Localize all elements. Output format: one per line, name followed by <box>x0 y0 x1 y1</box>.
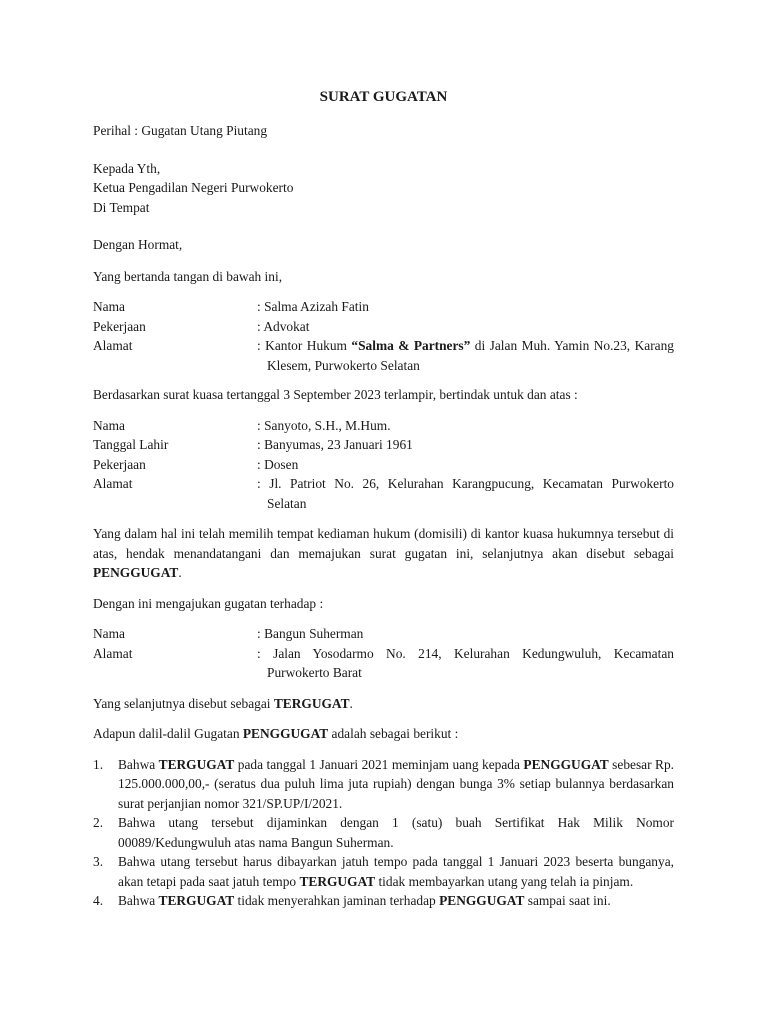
field-label: Nama <box>93 626 125 641</box>
field-label: Alamat <box>93 476 133 491</box>
field-label: Nama <box>93 417 125 433</box>
defendant-identity <box>93 624 674 683</box>
field-value: : Banyumas, 23 Januari 1961 <box>257 437 413 452</box>
address-text: : Kantor Hukum <box>257 338 352 353</box>
recipient-block <box>93 159 674 218</box>
domicile-paragraph <box>93 524 674 583</box>
field-row <box>93 416 674 436</box>
paragraph-text: . <box>178 565 182 580</box>
field-row <box>93 317 674 337</box>
defendant-alias-text <box>93 694 674 714</box>
text-run: tidak menyerahkan jaminan terhadap <box>234 893 440 908</box>
field-row <box>93 297 674 317</box>
field-label: Alamat <box>93 338 133 353</box>
list-number: 2. <box>93 815 104 830</box>
paragraph-text: Yang dalam hal ini telah memilih tempat kediaman hukum (domisili) di kantor kuasa hukumnya tersebut di atas, hendak menandatangani dan memajukan surat gugatan ini, selanjutnya akan disebut sebagai <box>93 526 674 561</box>
field-row <box>93 435 674 455</box>
field-row <box>93 474 674 513</box>
text-run: Bahwa <box>118 756 159 772</box>
list-item <box>93 755 674 814</box>
field-label: Tanggal Lahir <box>93 437 169 452</box>
paragraph-text: Yang selanjutnya disebut sebagai <box>93 695 274 711</box>
field-value: : Dosen <box>257 456 299 472</box>
list-text <box>118 852 674 891</box>
field-value: : Bangun Suherman <box>257 626 364 641</box>
paragraph-text: . <box>349 695 353 711</box>
advocate-identity <box>93 297 674 375</box>
field-value: : Jl. Patriot No. 26, Kelurahan Karangpucung, Kecamatan Purwokerto Selatan <box>257 476 674 511</box>
field-row <box>93 624 674 644</box>
recipient-line: Di Tempat <box>93 199 150 215</box>
text-run: sebesar Rp. 125.000.000,00,- (seratus dua puluh lima juta rupiah) dengan bunga 3% setiap bulannya berdasarkan surat perjanjian nomor 321/SP.UP/I/2021. <box>118 756 674 811</box>
paragraph-text: Adapun dalil-dalil Gugatan <box>93 726 243 741</box>
field-label: Pekerjaan <box>93 456 146 472</box>
text-run: sampai saat ini. <box>524 893 611 908</box>
greeting: Dengan Hormat, <box>93 237 183 252</box>
field-label: Alamat <box>93 645 133 661</box>
against-text: Dengan ini mengajukan gugatan terhadap : <box>93 595 324 611</box>
field-row <box>93 455 674 475</box>
list-item <box>93 891 674 911</box>
plaintiff-term: PENGGUGAT <box>439 893 525 908</box>
intro-text: Yang bertanda tangan di bawah ini, <box>93 268 283 284</box>
field-label: Pekerjaan <box>93 318 146 334</box>
field-label: Nama <box>93 299 125 314</box>
defendant-term: TERGUGAT <box>158 893 235 908</box>
address-text: di Jalan Muh. Yamin No.23, Karang Klesem, Purwokerto Selatan <box>267 338 674 373</box>
subject-line: Perihal : Gugatan Utang Piutang <box>93 123 268 138</box>
recipient-line: Kepada Yth, <box>93 160 161 176</box>
text-run: pada tanggal 1 Januari 2021 meminjam uang kepada <box>234 756 524 772</box>
list-text <box>118 891 674 911</box>
field-row <box>93 336 674 375</box>
field-value: : Sanyoto, S.H., M.Hum. <box>257 417 391 433</box>
document-body <box>93 87 674 911</box>
text-run: Bahwa <box>118 893 159 908</box>
plaintiff-term: PENGGUGAT <box>242 726 329 741</box>
defendant-term: TERGUGAT <box>299 873 376 889</box>
field-value <box>257 336 674 375</box>
plaintiff-term: PENGGUGAT <box>93 565 179 580</box>
claims-intro-text <box>93 724 674 744</box>
list-item <box>93 813 674 852</box>
list-number: 1. <box>93 756 104 772</box>
list-number: 3. <box>93 854 104 869</box>
plaintiff-term: PENGGUGAT <box>523 756 609 772</box>
list-item <box>93 852 674 891</box>
document-title: SURAT GUGATAN <box>319 89 448 105</box>
text-run: tidak membayarkan utang yang telah ia pinjam. <box>375 873 634 889</box>
list-text <box>118 755 674 814</box>
paragraph-text: adalah sebagai berikut : <box>328 726 459 741</box>
list-text: Bahwa utang tersebut dijaminkan dengan 1 (satu) buah Sertifikat Hak Milik Nomor 00089/Kedungwuluh atas nama Bangun Suherman. <box>118 815 674 850</box>
field-value: : Advokat <box>257 318 310 334</box>
list-number: 4. <box>93 893 104 908</box>
field-value: : Jalan Yosodarmo No. 214, Kelurahan Kedungwuluh, Kecamatan Purwokerto Barat <box>257 645 674 680</box>
text-run: Bahwa utang tersebut harus dibayarkan jatuh tempo pada tanggal 1 Januari 2023 beserta bunganya, akan tetapi pada saat jatuh tempo <box>118 854 674 889</box>
recipient-line: Ketua Pengadilan Negeri Purwokerto <box>93 180 294 195</box>
field-value: : Salma Azizah Fatin <box>257 299 369 314</box>
claims-list <box>93 755 674 911</box>
power-of-attorney-text: Berdasarkan surat kuasa tertanggal 3 September 2023 terlampir, bertindak untuk dan atas : <box>93 387 578 402</box>
defendant-term: TERGUGAT <box>158 756 235 772</box>
field-row <box>93 644 674 683</box>
firm-name: “Salma & Partners” <box>351 338 471 353</box>
defendant-term: TERGUGAT <box>273 695 350 711</box>
client-identity <box>93 416 674 514</box>
